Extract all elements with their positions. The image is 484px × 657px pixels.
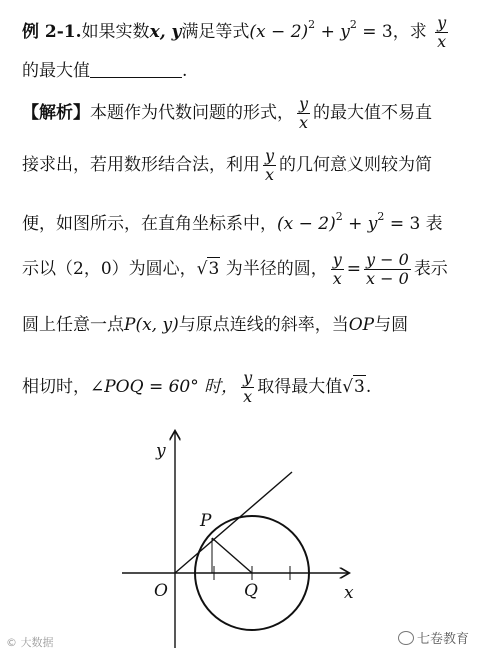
solution-l2-frac-den: x (265, 165, 275, 184)
sqrt-symbol-2: √ (342, 377, 354, 397)
watermark-right (398, 628, 469, 647)
solution-l1-a: 本题作为代数问题的形式， (90, 103, 294, 123)
solution-l6-end: . (365, 377, 372, 397)
solution-l1-b: 的最大值不易直 (313, 103, 433, 123)
solution-l2-b: 的几何意义则较为简 (279, 155, 433, 175)
solution-l4-a: 示以（2，0）为圆心， (22, 259, 197, 279)
solution-l6-sqrt: 3 (354, 377, 365, 397)
watermark-left: © 大数据 (6, 636, 54, 649)
problem-eq-rhs: = 3，求 (362, 22, 427, 42)
problem-eq-exp: 2 (308, 18, 316, 31)
solution-l6-angle: ∠POQ = 60° 时， (90, 377, 239, 397)
solution-l2-a: 接求出，若用数形结合法，利用 (22, 155, 260, 175)
tangent-line (175, 472, 292, 573)
solution-l3-rhs: = 3 表 (389, 214, 443, 234)
label-o: O (154, 581, 168, 601)
solution-l3-exp2: 2 (377, 210, 385, 223)
radius-pq (212, 538, 252, 573)
problem-text-b: 满足等式 (181, 22, 250, 42)
label-y: y (156, 441, 166, 461)
wechat-icon (398, 631, 414, 645)
problem-frac-num: y (437, 13, 447, 32)
problem-frac-den: x (437, 32, 447, 51)
solution-l5-op: OP (348, 315, 375, 335)
solution-tag: 【解析】 (22, 103, 90, 123)
solution-l4-b: 为半径的圆， (225, 259, 328, 279)
solution-l4-sqrt: 3 (208, 259, 220, 279)
solution-l2-frac-num: y (265, 146, 275, 165)
sqrt-symbol: √ (196, 259, 208, 279)
solution-l6-a: 相切时， (22, 377, 90, 397)
label-q: Q (244, 581, 258, 601)
problem-eq-mid: + y (320, 22, 350, 42)
solution-l5-a: 圆上任意一点 (22, 315, 124, 335)
solution-l3-eq: (x − 2) (277, 214, 336, 234)
solution-l4-frac-num: y (332, 250, 342, 269)
solution-l6-frac-den: x (243, 387, 253, 406)
solution-l5-c: 与圆 (374, 315, 409, 335)
problem-line2-text: 的最大值 (22, 61, 90, 81)
solution-l5-b: 与原点连线的斜率，当 (178, 315, 349, 335)
solution-l4-frac-den2: x − 0 (366, 269, 409, 288)
solution-l3-mid: + y (348, 214, 378, 234)
problem-text-a: 如果实数 (81, 22, 150, 42)
watermark-right-text: 七卷教育 (417, 632, 470, 647)
solution-l6-frac-num: y (243, 368, 253, 387)
label-x: x (344, 583, 354, 603)
problem-label: 例 2-1. (22, 22, 82, 42)
solution-l4-frac-num2: y − 0 (366, 250, 409, 269)
label-p: P (200, 511, 212, 531)
solution-l6-b: 取得最大值 (257, 377, 343, 397)
solution-l1-frac-den: x (299, 113, 309, 132)
solution-l3-a: 便，如图所示，在直角坐标系中， (22, 214, 277, 234)
solution-l4-frac-den: x (332, 269, 342, 288)
solution-l3-exp: 2 (335, 210, 343, 223)
solution-l1-frac-num: y (299, 94, 309, 113)
problem-line2-end: . (182, 61, 188, 81)
problem-eq-exp2: 2 (349, 18, 357, 31)
solution-l4-eq: = (346, 259, 362, 279)
solution-l5-p: P(x, y) (124, 315, 179, 335)
problem-eq-lhs: (x − 2) (249, 22, 309, 42)
solution-l4-c: 表示 (413, 259, 448, 279)
problem-vars: x, y (149, 22, 182, 42)
